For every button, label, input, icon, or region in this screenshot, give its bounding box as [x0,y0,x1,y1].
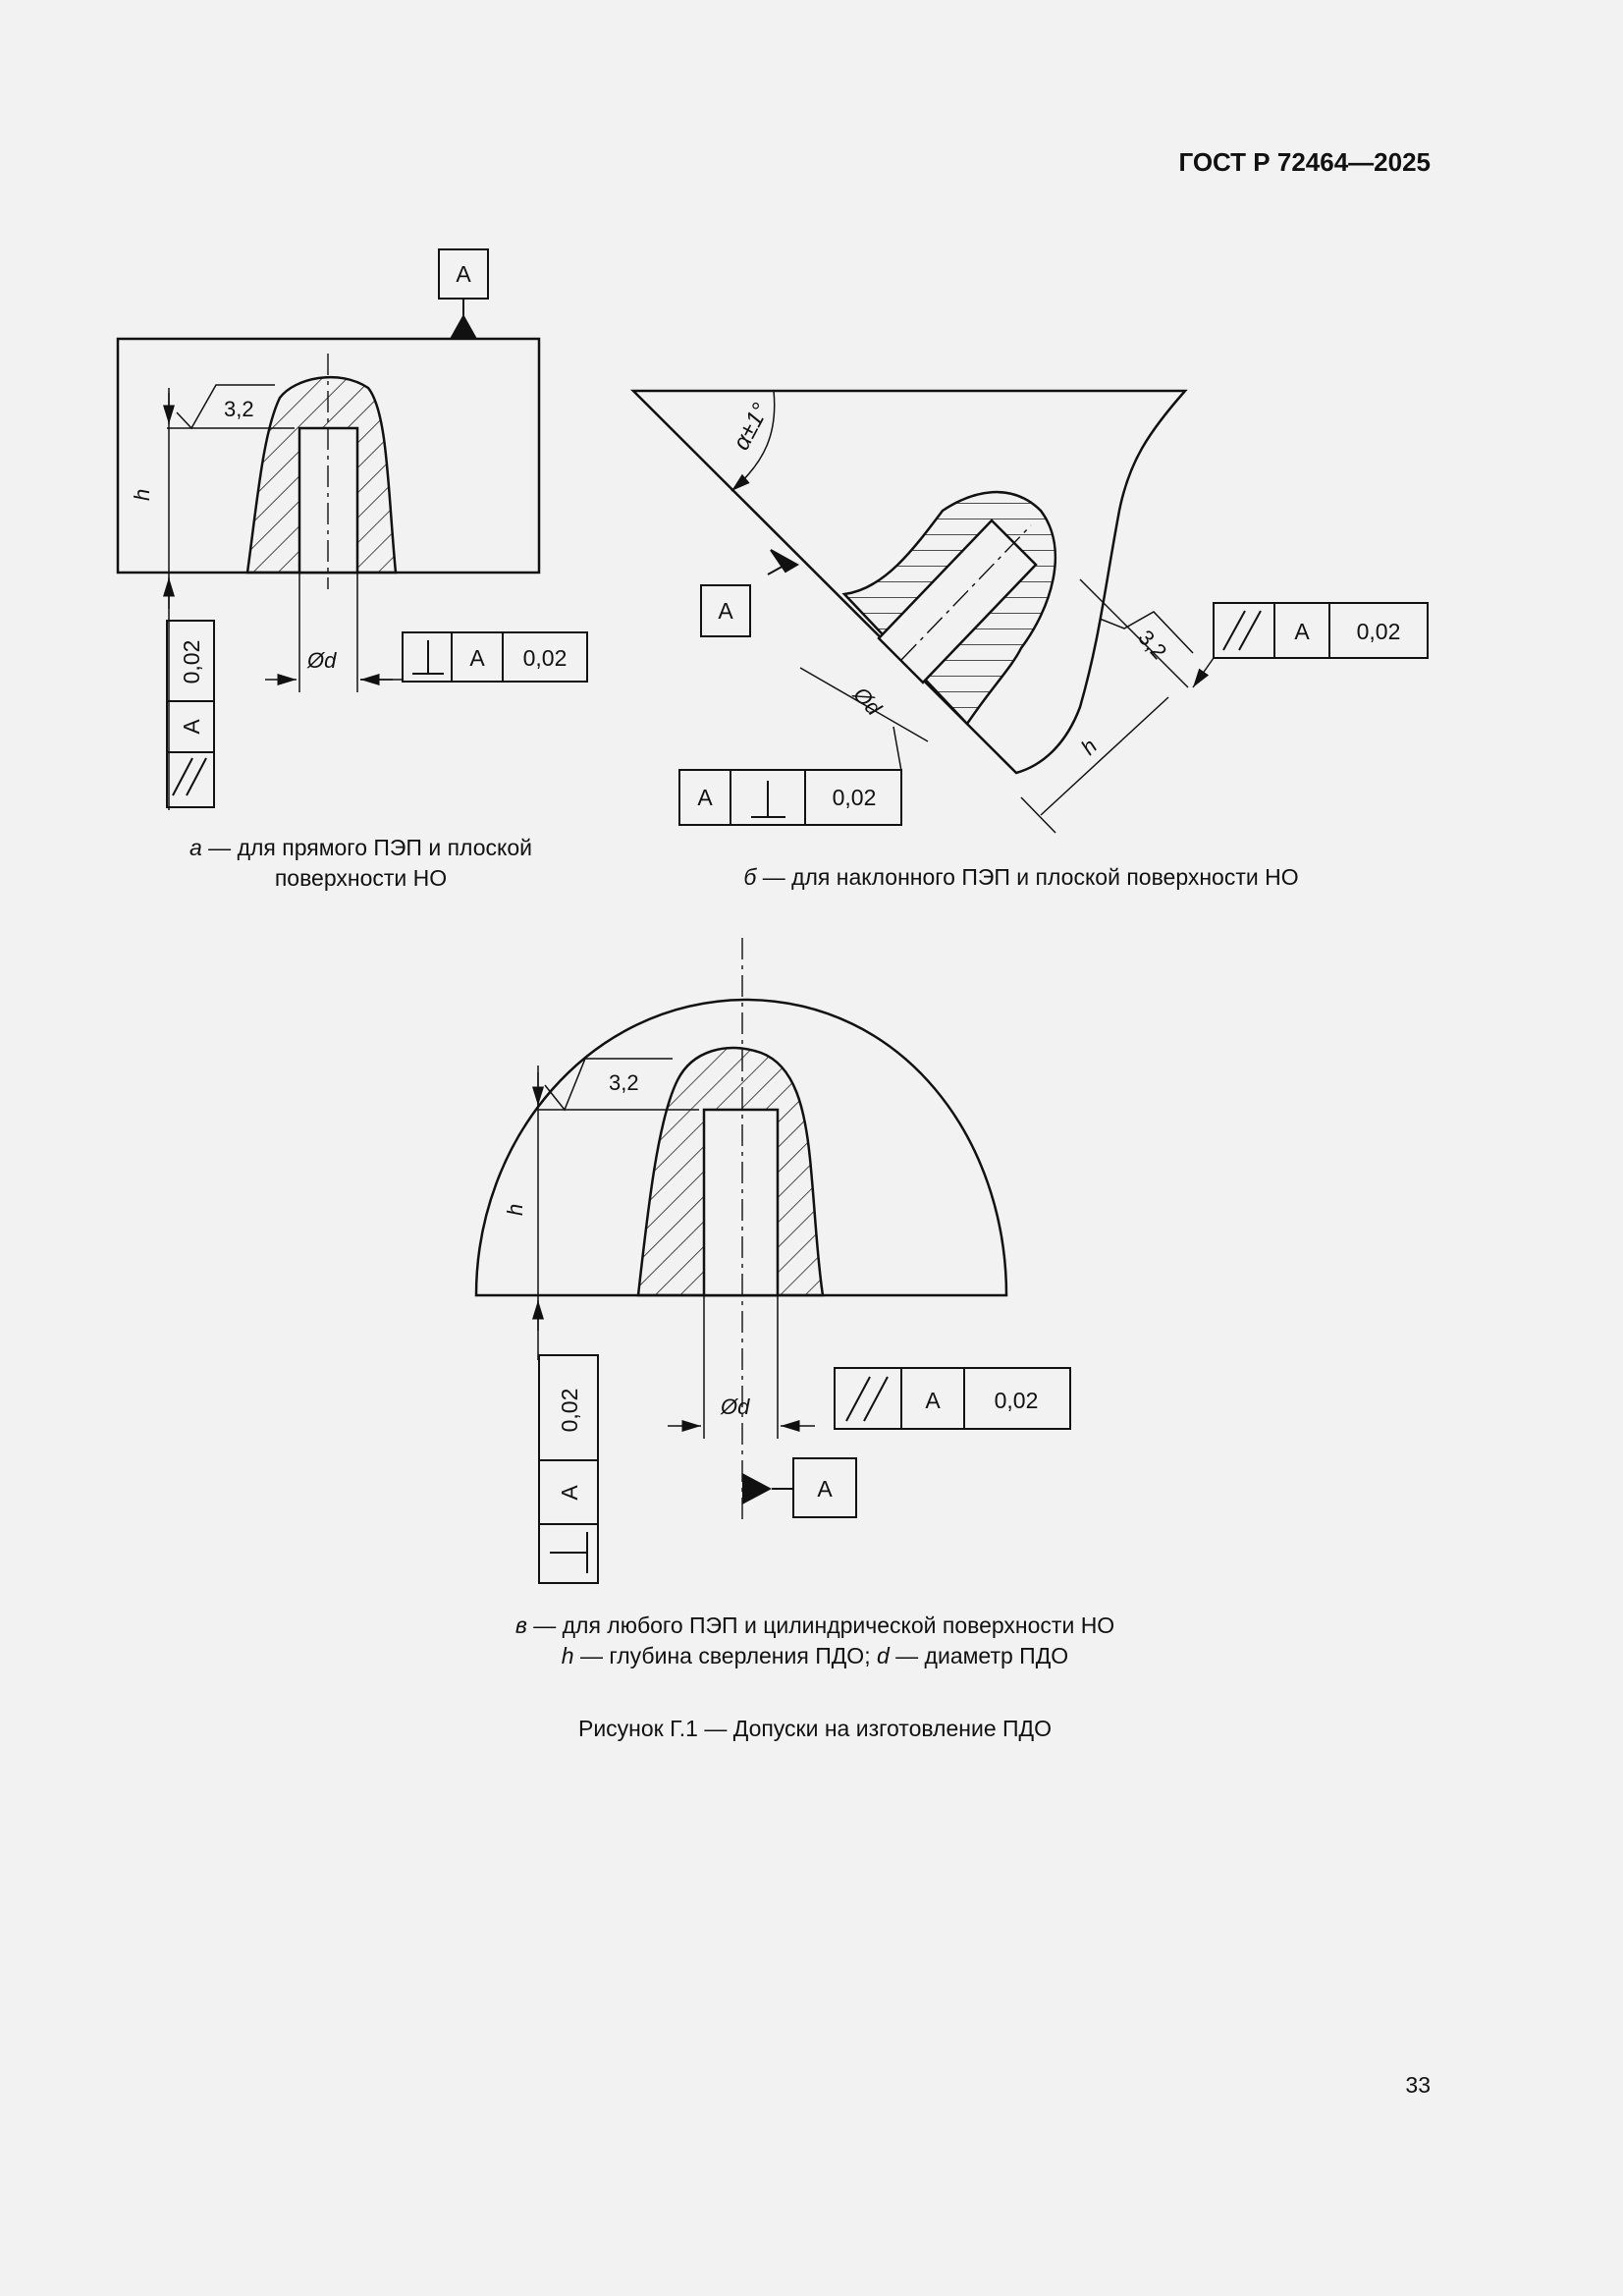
svg-text:A: A [456,261,471,287]
page-number: 33 [1405,2072,1431,2098]
document-number: ГОСТ Р 72464—2025 [1178,147,1431,177]
svg-text:3,2: 3,2 [224,397,254,421]
svg-text:Ød: Ød [848,682,887,721]
figure-a [118,249,587,810]
svg-text:A: A [1294,619,1310,644]
svg-text:A: A [817,1476,833,1502]
svg-text:0,02: 0,02 [994,1388,1039,1413]
svg-text:A: A [179,719,204,735]
svg-text:α±1°: α±1° [728,399,775,455]
svg-text:Ød: Ød [307,648,337,673]
svg-text:h: h [130,488,154,501]
svg-text:0,02: 0,02 [522,645,568,671]
svg-text:h: h [503,1203,527,1216]
figure-c [476,938,1070,1583]
caption-a: а — для прямого ПЭП и плоской поверхности НО [189,835,532,891]
svg-text:A: A [925,1388,941,1413]
figure-b [633,391,1428,833]
svg-text:Ød: Ød [721,1394,750,1419]
svg-text:3,2: 3,2 [609,1070,639,1095]
hole-c [704,1110,778,1295]
svg-text:0,02: 0,02 [179,639,204,684]
svg-text:A: A [718,598,733,624]
svg-text:h: h [1075,734,1103,760]
svg-text:0,02: 0,02 [557,1388,582,1433]
svg-text:0,02: 0,02 [832,785,877,810]
svg-text:A: A [557,1485,582,1501]
svg-text:A: A [469,645,485,671]
caption-b: б — для наклонного ПЭП и плоской поверхности НО [743,864,1299,890]
caption-c: в — для любого ПЭП и цилиндрической поверхности НО h — глубина сверления ПДО; d — диаметр ПДО [514,1613,1115,1668]
svg-text:0,02: 0,02 [1356,619,1401,644]
svg-text:3,2: 3,2 [1133,625,1172,665]
svg-text:A: A [697,785,713,810]
figure-title: Рисунок Г.1 — Допуски на изготовление ПДО [577,1716,1052,1741]
